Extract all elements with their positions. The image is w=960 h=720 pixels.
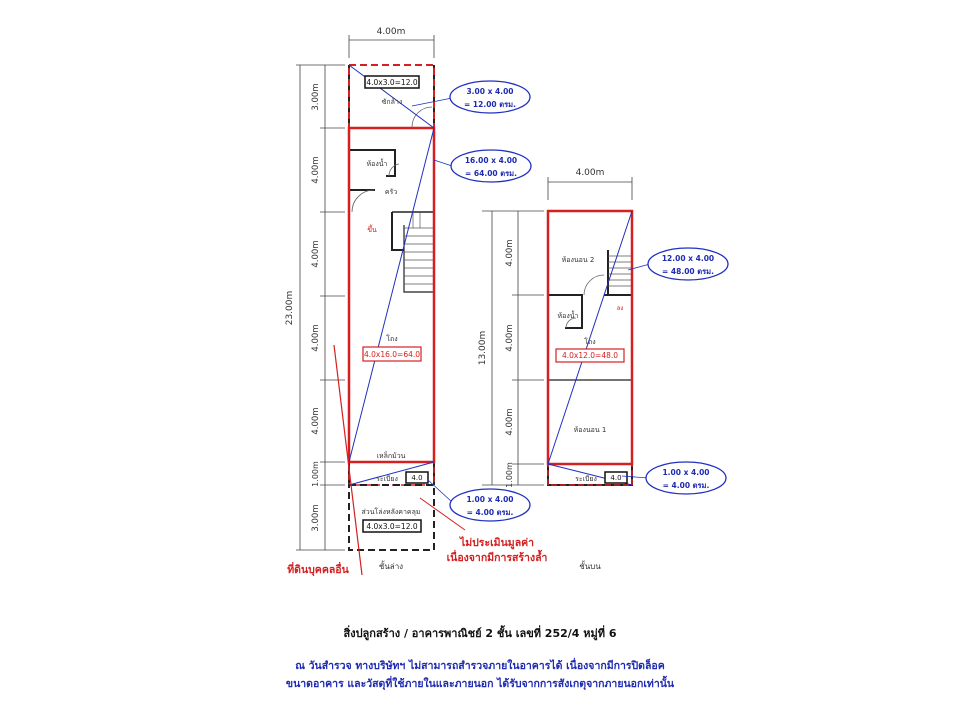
upper-seg-dim: 1.00m xyxy=(505,462,514,488)
callout-line: 1.00 x 4.00 xyxy=(662,468,710,477)
upper-width-label: 4.00m xyxy=(575,168,605,178)
callout-line: = 12.00 ตรม. xyxy=(464,100,516,109)
ground-seg-dim: 4.00m xyxy=(311,324,321,352)
room-upper-balcony: ระเบียง xyxy=(575,475,597,483)
stair-up-label: ขึ้น xyxy=(367,226,377,234)
area-box-top-label: 4.0x3.0=12.0 xyxy=(366,78,418,87)
ground-floor-name: ชั้นล่าง xyxy=(378,562,404,571)
ground-width-dimension xyxy=(349,35,434,58)
room-encroach: ส่วนโล่งหลังคาคลุม xyxy=(361,508,421,516)
ground-seg-dim: 3.00m xyxy=(311,83,321,111)
survey-note-line-1: ณ วันสำรวจ ทางบริษัทฯ ไม่สามารถสำรวจภายในอาคารได้ เนื่องจากมีการปิดล็อค xyxy=(295,660,665,672)
callout-line: 12.00 x 4.00 xyxy=(661,254,715,263)
room-upper-bathroom: ห้องน้ำ xyxy=(557,312,579,320)
upper-red-outline xyxy=(548,211,632,485)
room-upper-hall: โถง xyxy=(584,338,596,346)
room-kitchen: ครัว xyxy=(384,188,398,196)
ground-dimension-chain xyxy=(296,65,345,550)
not-valued-note-2: เนื่องจากมีการสร้างล้ำ xyxy=(446,552,548,564)
callout-line: 3.00 x 4.00 xyxy=(466,87,514,96)
survey-note-line-2: ขนาดอาคาร และวัสดุที่ใช้ภายในและภายนอก ได้รับจากการสังเกตุจากภายนอกเท่านั้น xyxy=(285,678,675,690)
room-hall: โถง xyxy=(386,335,398,343)
room-bedroom-2: ห้องนอน 2 xyxy=(561,256,595,264)
others-land-note: ที่ดินบุคคลอื่น xyxy=(287,564,349,576)
ground-seg-dim: 4.00m xyxy=(311,240,321,268)
room-awning: เหล็กม้วน xyxy=(376,452,406,460)
area-callouts xyxy=(412,81,728,521)
ground-seg-dim: 3.00m xyxy=(311,504,321,532)
upper-seg-dim: 4.00m xyxy=(505,239,515,267)
ground-seg-dim: 1.00m xyxy=(311,461,320,487)
upper-area-box-small-label: 4.0 xyxy=(610,474,622,482)
ground-stair-treads xyxy=(404,212,434,284)
upper-seg-dim: 4.00m xyxy=(505,324,515,352)
upper-total-dim: 13.00m xyxy=(478,330,488,366)
stair-down-label: ลง xyxy=(616,305,624,312)
ground-floor-plan xyxy=(285,27,434,571)
room-balcony: ระเบียง xyxy=(376,475,398,483)
ground-overhang-outline xyxy=(349,485,434,550)
ground-width-label: 4.00m xyxy=(376,27,406,37)
upper-door-swings xyxy=(566,275,604,328)
room-bathroom: ห้องน้ำ xyxy=(366,160,388,168)
upper-area-box-main-label: 4.0x12.0=48.0 xyxy=(561,351,619,360)
ground-seg-dim: 4.00m xyxy=(311,407,321,435)
callout-line: = 4.00 ตรม. xyxy=(662,481,710,490)
ground-total-dim: 23.00m xyxy=(285,290,295,326)
area-box-small-label: 4.0 xyxy=(411,474,423,482)
room-bedroom-1: ห้องนอน 1 xyxy=(573,426,607,434)
room-laundry: ซักล้าง xyxy=(381,98,403,106)
upper-seg-dim: 4.00m xyxy=(505,408,515,436)
upper-walls xyxy=(548,211,632,485)
callout-line: 16.00 x 4.00 xyxy=(464,156,518,165)
upper-blue-diagonals xyxy=(548,211,632,485)
callout-line: 1.00 x 4.00 xyxy=(466,495,514,504)
callout-line: = 64.00 ตรม. xyxy=(465,169,517,178)
area-box-bottom-label: 4.0x3.0=12.0 xyxy=(366,522,418,531)
ground-red-outline xyxy=(349,65,434,485)
callout-line: = 48.00 ตรม. xyxy=(662,267,714,276)
not-valued-note-1: ไม่ประเมินมูลค่า xyxy=(459,537,535,549)
callout-line: = 4.00 ตรม. xyxy=(466,508,514,517)
upper-width-dimension xyxy=(548,177,632,200)
building-caption-title: สิ่งปลูกสร้าง / อาคารพาณิชย์ 2 ชั้น เลขที่ 252/4 หมู่ที่ 6 xyxy=(343,627,617,640)
ground-door-swings xyxy=(352,107,432,212)
upper-floor-name: ชั้นบน xyxy=(579,562,601,571)
ground-seg-dim: 4.00m xyxy=(311,156,321,184)
area-box-main-label: 4.0x16.0=64.0 xyxy=(363,350,421,359)
